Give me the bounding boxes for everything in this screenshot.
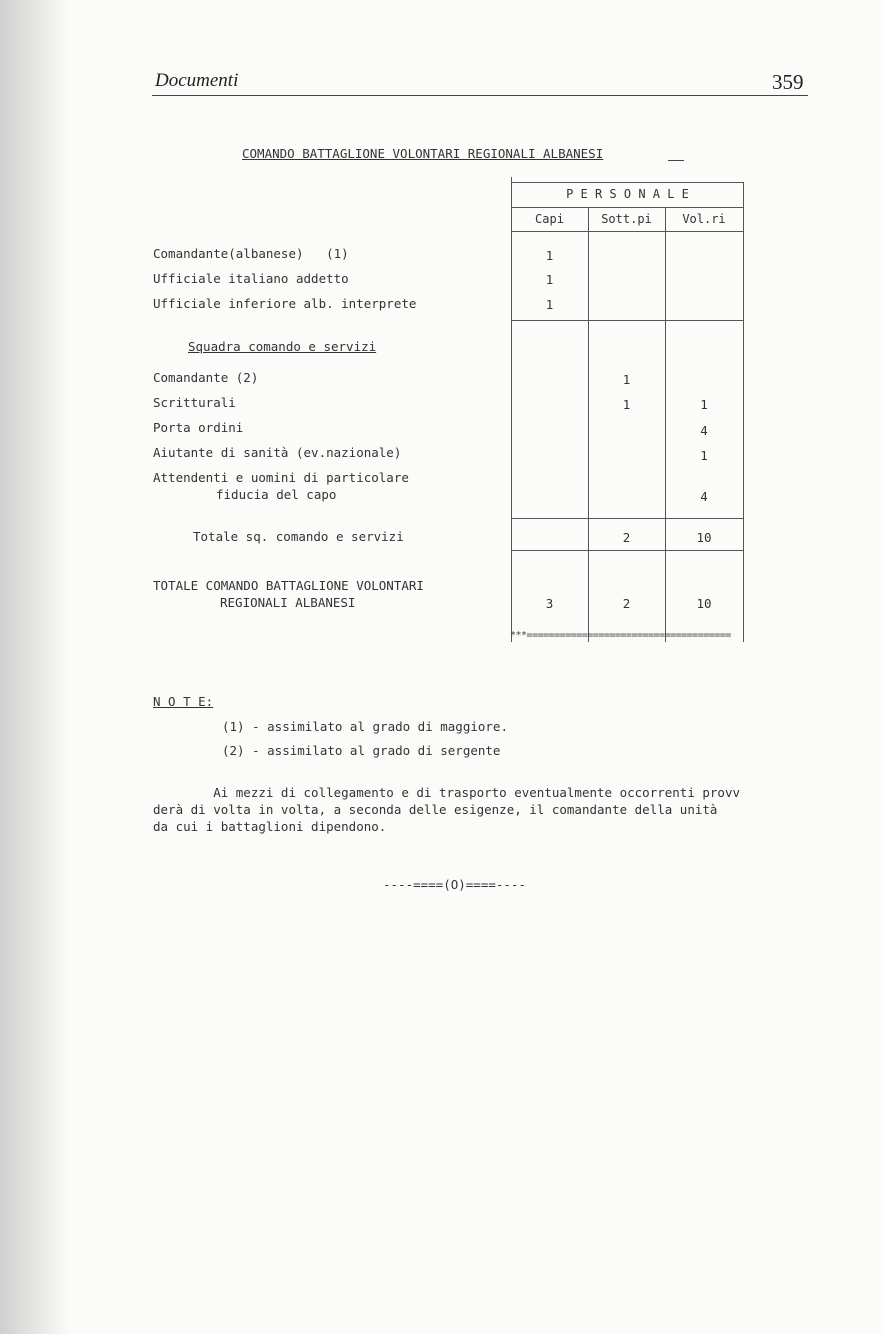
header-rule — [152, 95, 808, 96]
row-label: Comandante (2) — [153, 370, 259, 385]
running-header: Documenti — [155, 70, 239, 91]
column-header-volontari: Vol.ri — [682, 212, 726, 226]
table-group-rule — [511, 207, 744, 208]
table-subtotal-rule — [511, 518, 744, 519]
grand-total-label-continued: REGIONALI ALBANESI — [220, 595, 356, 610]
table-bottom-rule: ***===================================== — [510, 630, 731, 641]
cell-capi: 1 — [545, 272, 554, 287]
document-title: COMANDO BATTAGLIONE VOLONTARI REGIONALI ALBANESI — [242, 146, 604, 161]
section-heading: Squadra comando e servizi — [188, 339, 377, 354]
subtotal-sottufficiali: 2 — [622, 530, 631, 545]
grand-total-sottufficiali: 2 — [622, 596, 631, 611]
column-header-capi: Capi — [535, 212, 564, 226]
table-section-rule — [511, 320, 744, 321]
table-group-header: P E R S O N A L E — [566, 187, 689, 201]
notes-label: N O T E: — [153, 694, 214, 709]
end-mark: ----====(O)====---- — [383, 877, 526, 892]
note-item: (2) - assimilato al grado di sergente — [222, 743, 501, 758]
paragraph-line: derà di volta in volta, a seconda delle esigenze, il comandante della unità — [153, 802, 718, 817]
grand-total-volontari: 10 — [696, 596, 712, 611]
table-border-left — [511, 177, 512, 642]
table-total-rule — [511, 550, 744, 551]
cell-capi: 1 — [545, 248, 554, 263]
cell-sottufficiali: 1 — [622, 397, 631, 412]
row-label: Ufficiale italiano addetto — [153, 271, 349, 286]
row-label: Comandante(albanese) (1) — [153, 246, 349, 261]
grand-total-label: TOTALE COMANDO BATTAGLIONE VOLONTARI — [153, 578, 424, 593]
paragraph-line: Ai mezzi di collegamento e di trasporto eventualmente occorrenti provv — [153, 785, 740, 800]
note-item: (1) - assimilato al grado di maggiore. — [222, 719, 508, 734]
page-number: 359 — [772, 70, 804, 94]
table-border-right — [743, 182, 744, 642]
table-header-rule — [511, 231, 744, 232]
cell-sottufficiali: 1 — [622, 372, 631, 387]
row-label: Scritturali — [153, 395, 236, 410]
grand-total-capi: 3 — [545, 596, 554, 611]
cell-volontari: 4 — [700, 423, 708, 438]
subtotal-label: Totale sq. comando e servizi — [193, 529, 404, 544]
table-top-rule — [511, 182, 744, 183]
cell-volontari: 1 — [700, 397, 708, 412]
row-label: Ufficiale inferiore alb. interprete — [153, 296, 417, 311]
row-label: Aiutante di sanità (ev.nazionale) — [153, 445, 402, 460]
subtotal-volontari: 10 — [696, 530, 712, 545]
book-spine-shadow — [0, 0, 70, 1334]
cell-volontari: 1 — [700, 448, 708, 463]
paragraph-line: da cui i battaglioni dipendono. — [153, 819, 387, 834]
row-label: Porta ordini — [153, 420, 244, 435]
cell-volontari: 4 — [700, 489, 708, 504]
table-divider-1 — [588, 207, 589, 642]
row-label: Attendenti e uomini di particolare — [153, 470, 409, 485]
row-label-continued: fiducia del capo — [216, 487, 337, 502]
column-header-sottufficiali: Sott.pi — [601, 212, 652, 226]
cell-capi: 1 — [545, 297, 554, 312]
title-underline-extension — [668, 160, 684, 161]
